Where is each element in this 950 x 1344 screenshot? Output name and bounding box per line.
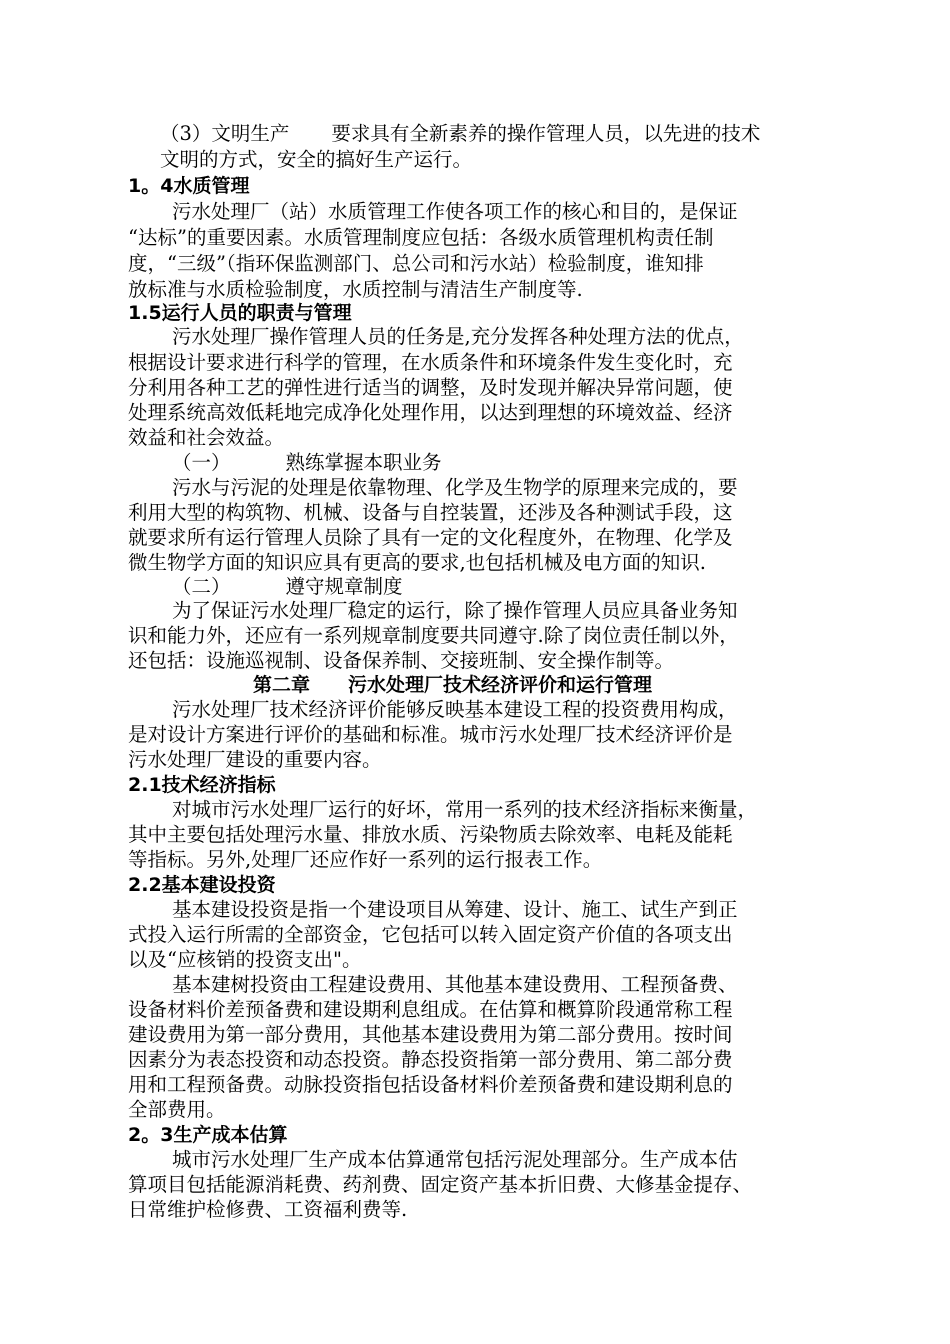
paragraph-line: 效益和社会效益。 (128, 426, 285, 449)
paragraph-line: 放标准与水质检验制度，水质控制与清洁生产制度等. (128, 278, 583, 301)
subsection-heading-2: （二） 遵守规章制度 (172, 575, 403, 598)
paragraph-line: 根据设计要求进行科学的管理，在水质条件和环境条件发生变化时，充 (128, 351, 733, 374)
paragraph-line: 处理系统高效低耗地完成净化处理作用，以达到理想的环境效益、经济 (128, 401, 733, 424)
paragraph-line: 还包括：设施巡视制、设备保养制、交接班制、安全操作制等。 (128, 649, 675, 672)
paragraph-line: 度，“三级”（指环保监测部门、总公司和污水站）检验制度，谁知排 (128, 252, 704, 275)
paragraph-civilized-production-line1: （3）文明生产 要求具有全新素养的操作管理人员，以先进的技术 (160, 122, 761, 145)
paragraph-line: 分利用各种工艺的弹性进行适当的调整，及时发现并解决异常问题，使 (128, 376, 733, 399)
paragraph-line: 全部费用。 (128, 1098, 226, 1121)
section-heading-1-4: 1。4水质管理 (128, 175, 250, 197)
paragraph-line: 用和工程预备费。动脉投资指包括设备材料价差预备费和建设期利息的 (128, 1073, 733, 1096)
paragraph-line: 识和能力外，还应有一系列规章制度要共同遵守.除了岗位责任制以外， (128, 624, 739, 647)
paragraph-line: 其中主要包括处理污水量、排放水质、污染物质去除效率、电耗及能耗 (128, 823, 733, 846)
section-heading-1-5: 1.5运行人员的职责与管理 (128, 302, 352, 324)
paragraph-line: 就要求所有运行管理人员除了具有一定的文化程度外，在物理、化学及 (128, 526, 733, 549)
paragraph-line: 污水处理厂建设的重要内容。 (128, 748, 382, 771)
paragraph-line: 等指标。另外,处理厂还应作好一系列的运行报表工作。 (128, 848, 603, 871)
paragraph-line: 设备材料价差预备费和建设期利息组成。在估算和概算阶段通常称工程 (128, 998, 733, 1021)
paragraph-line: 基本建设投资是指一个建设项目从筹建、设计、施工、试生产到正 (172, 898, 738, 921)
paragraph-line: 以及“应核销的投资支出"。 (128, 948, 362, 971)
paragraph-line: 微生物学方面的知识应具有更高的要求,也包括机械及电方面的知识. (128, 551, 706, 574)
paragraph-line: 污水与污泥的处理是依靠物理、化学及生物学的原理来完成的，要 (172, 476, 738, 499)
paragraph-line: 式投入运行所需的全部资金，它包括可以转入固定资产价值的各项支出 (128, 923, 733, 946)
paragraph-line: 建设费用为第一部分费用，其他基本建设费用为第二部分费用。按时间 (128, 1023, 733, 1046)
paragraph-line: “达标”的重要因素。水质管理制度应包括：各级水质管理机构责任制 (128, 226, 714, 249)
paragraph-line: 日常维护检修费、工资福利费等. (128, 1198, 408, 1221)
paragraph-line: 城市污水处理厂生产成本估算通常包括污泥处理部分。生产成本估 (172, 1148, 738, 1171)
paragraph-line: 对城市污水处理厂运行的好坏，常用一系列的技术经济指标来衡量， (172, 798, 758, 821)
paragraph-line: 利用大型的构筑物、机械、设备与自控装置，还涉及各种测试手段，这 (128, 501, 733, 524)
section-heading-2-2: 2.2基本建设投资 (128, 874, 276, 896)
paragraph-line: 因素分为表态投资和动态投资。静态投资指第一部分费用、第二部分费 (128, 1048, 733, 1071)
chapter-heading: 第二章 污水处理厂技术经济评价和运行管理 (253, 674, 653, 696)
paragraph-line: 污水处理厂操作管理人员的任务是,充分发挥各种处理方法的优点， (172, 325, 744, 348)
paragraph-line: 基本建树投资由工程建设费用、其他基本建设费用、工程预备费、 (172, 973, 738, 996)
civilized-production-label: （3）文明生产 (160, 122, 290, 145)
paragraph-line: 算项目包括能源消耗费、药剂费、固定资产基本折旧费、大修基金提存、 (128, 1173, 753, 1196)
section-heading-2-1: 2.1技术经济指标 (128, 774, 276, 796)
subsection-heading-1: （一） 熟练掌握本职业务 (172, 451, 442, 474)
paragraph-line: 是对设计方案进行评价的基础和标准。城市污水处理厂技术经济评价是 (128, 723, 733, 746)
paragraph-line: 污水处理厂技术经济评价能够反映基本建设工程的投资费用构成， (172, 698, 738, 721)
paragraph-line: 污水处理厂（站）水质管理工作使各项工作的核心和目的，是保证 (172, 200, 738, 223)
paragraph-line: 为了保证污水处理厂稳定的运行，除了操作管理人员应具备业务知 (172, 599, 738, 622)
section-heading-2-3: 2。3生产成本估算 (128, 1124, 288, 1146)
paragraph-civilized-production-line2: 文明的方式，安全的搞好生产运行。 (160, 148, 473, 171)
